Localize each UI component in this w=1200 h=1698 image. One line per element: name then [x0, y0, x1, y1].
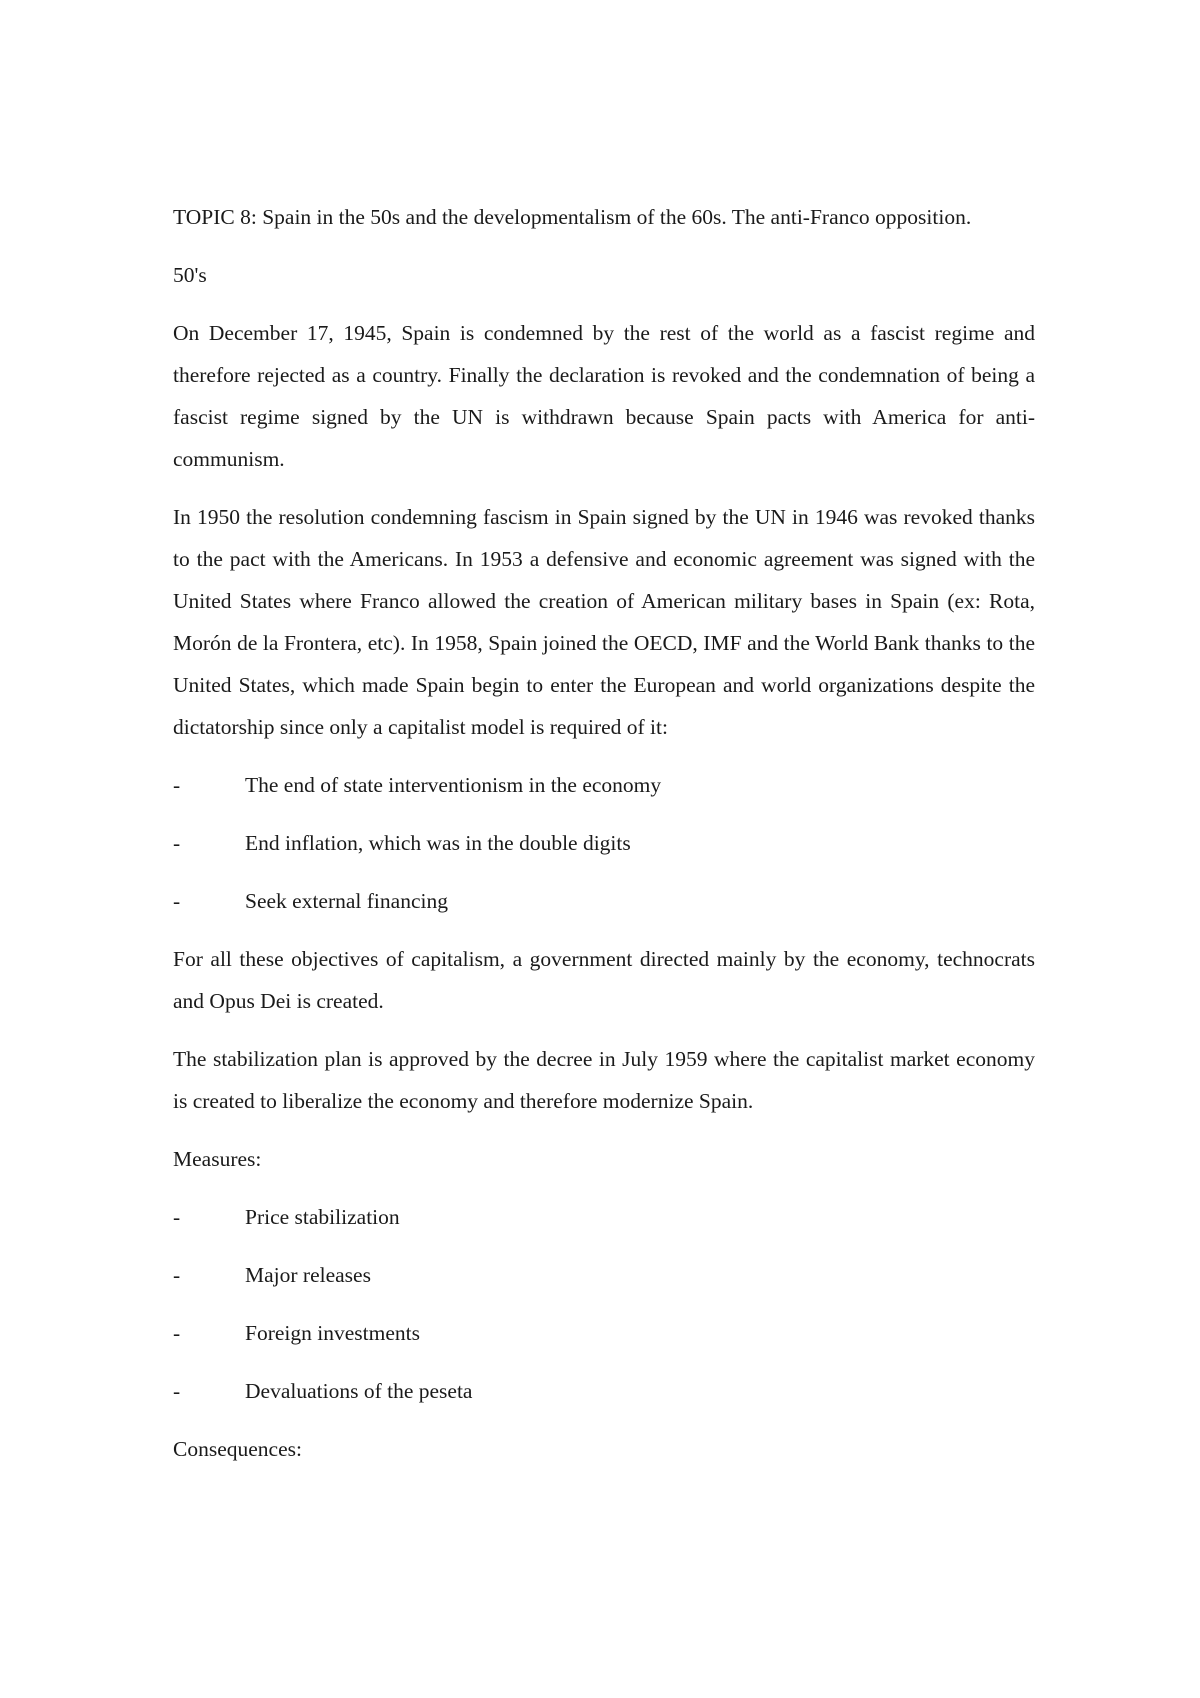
list-item-text: Price stabilization	[245, 1205, 400, 1229]
list-item	[173, 764, 1035, 806]
paragraph-condemnation: On December 17, 1945, Spain is condemned by the rest of the world as a fascist regime and therefore rejected as a country. Finally the declaration is revoked and the condemnation of being a fascist regime signed by the UN is withdrawn because Spain pacts with America for anti-communism.	[173, 321, 1035, 471]
document-page	[173, 196, 1035, 1486]
list-item-text: Foreign investments	[245, 1321, 420, 1345]
list-item	[173, 880, 1035, 922]
list-item-text: End inflation, which was in the double digits	[245, 831, 631, 855]
paragraph-us-agreement: In 1950 the resolution condemning fascism in Spain signed by the UN in 1946 was revoked thanks to the pact with the Americans. In 1953 a defensive and economic agreement was signed with the United States where Franco allowed the creation of American military bases in Spain (ex: Rota, Morón de la Frontera, etc). In 1958, Spain joined the OECD, IMF and the World Bank thanks to the United States, which made Spain begin to enter the European and world organizations despite the dictatorship since only a capitalist model is required of it:	[173, 505, 1035, 739]
list-item-text: The end of state interventionism in the economy	[245, 773, 662, 797]
bullet-dash: -	[173, 1379, 181, 1403]
bullet-dash: -	[173, 1205, 181, 1229]
section-heading: 50's	[173, 263, 207, 287]
paragraph-technocrats: For all these objectives of capitalism, a government directed mainly by the economy, technocrats and Opus Dei is created.	[173, 947, 1035, 1013]
measures-list	[173, 1196, 1035, 1412]
bullet-dash: -	[173, 831, 181, 855]
list-item-text: Major releases	[245, 1263, 371, 1287]
capitalist-requirements-list	[173, 764, 1035, 922]
list-item-text: Devaluations of the peseta	[245, 1379, 473, 1403]
bullet-dash: -	[173, 1263, 181, 1287]
bullet-dash: -	[173, 1321, 181, 1345]
list-item-text: Seek external financing	[245, 889, 448, 913]
list-item	[173, 1312, 1035, 1354]
consequences-label: Consequences:	[173, 1437, 302, 1461]
list-item	[173, 1196, 1035, 1238]
bullet-dash: -	[173, 773, 181, 797]
list-item	[173, 1370, 1035, 1412]
document-title: TOPIC 8: Spain in the 50s and the developmentalism of the 60s. The anti-Franco opposition.	[173, 205, 972, 229]
paragraph-stabilization-plan: The stabilization plan is approved by the decree in July 1959 where the capitalist market economy is created to liberalize the economy and therefore modernize Spain.	[173, 1047, 1035, 1113]
measures-label: Measures:	[173, 1147, 262, 1171]
bullet-dash: -	[173, 889, 181, 913]
list-item	[173, 1254, 1035, 1296]
list-item	[173, 822, 1035, 864]
